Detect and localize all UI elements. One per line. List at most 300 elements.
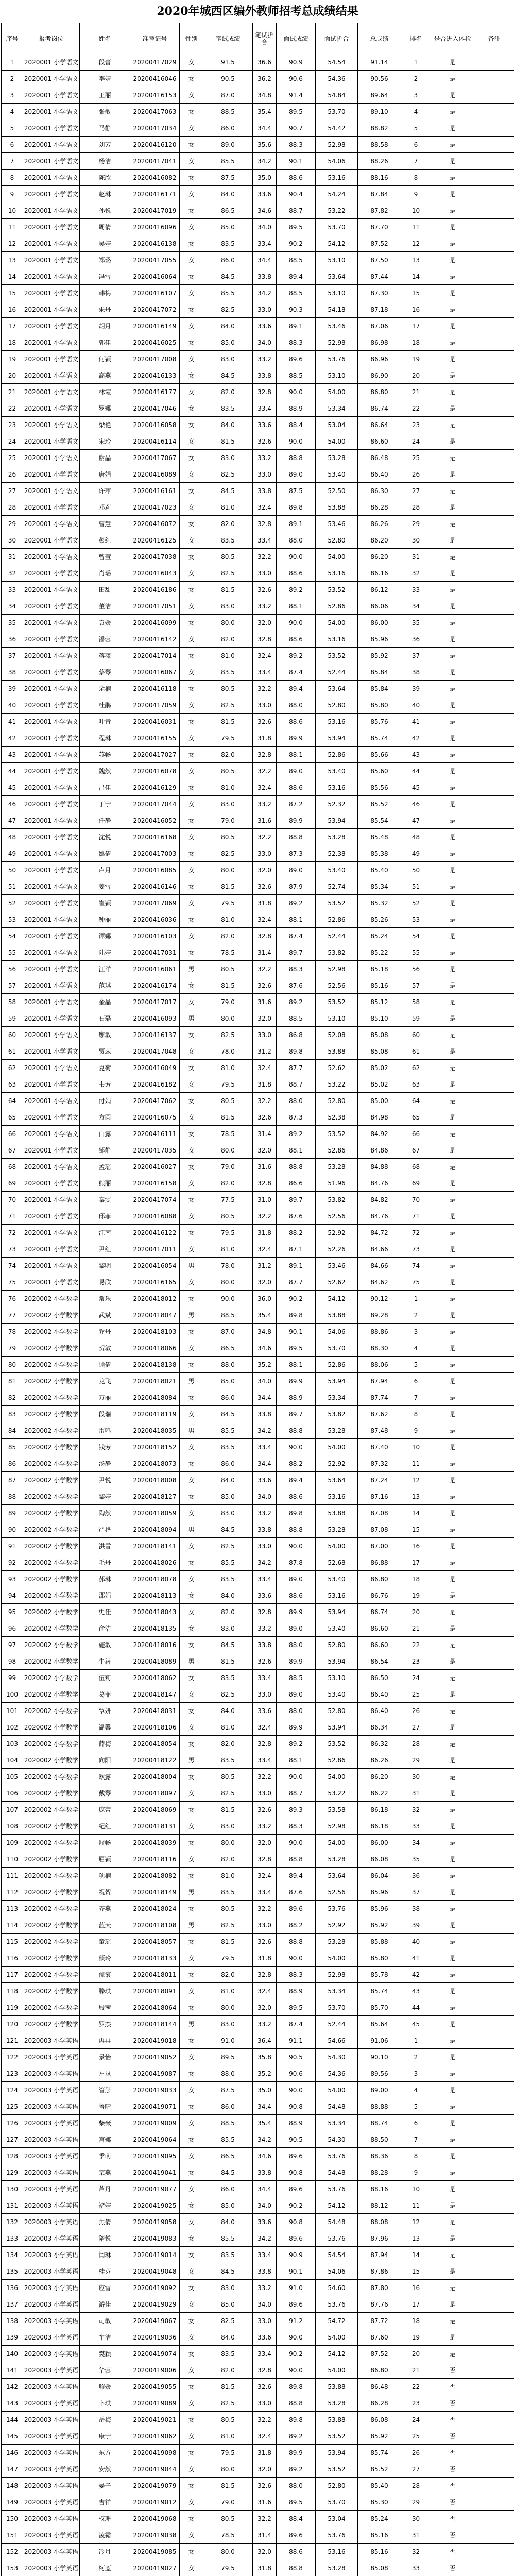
table-cell: 18	[401, 1571, 431, 1587]
table-cell: 53.94	[316, 1373, 358, 1389]
table-cell	[474, 1258, 514, 1274]
table-cell: 53.28	[316, 1934, 358, 1950]
table-cell	[474, 1340, 514, 1357]
table-cell: 80.5	[203, 1093, 253, 1109]
table-row	[2, 1917, 514, 1934]
table-cell: 常乐	[80, 1291, 130, 1307]
table-cell: 是	[431, 71, 474, 87]
table-cell: 30	[401, 532, 431, 549]
table-row	[2, 1439, 514, 1455]
table-cell: 53.16	[316, 565, 358, 582]
table-cell	[474, 994, 514, 1010]
col-header: 报考岗位	[23, 23, 80, 54]
table-cell: 是	[431, 400, 474, 417]
table-cell: 85.66	[358, 747, 401, 763]
table-cell: 20200417051	[130, 598, 180, 615]
table-cell: 51	[401, 878, 431, 895]
table-cell: 是	[431, 1901, 474, 1917]
table-cell: 84.0	[203, 1472, 253, 1488]
table-cell: 2020002 小学数学	[23, 1884, 80, 1901]
table-cell: 80.5	[203, 681, 253, 697]
table-cell: 82.5	[203, 565, 253, 582]
table-cell: 109	[2, 1835, 23, 1851]
table-cell: 88.4	[277, 2511, 316, 2527]
table-cell: 22	[401, 1637, 431, 1653]
table-cell: 85.92	[358, 1917, 401, 1934]
table-cell	[474, 384, 514, 400]
table-cell: 孙悦	[80, 202, 130, 219]
table-cell: 牛犇	[80, 1653, 130, 1670]
table-cell: 是	[431, 1406, 474, 1422]
table-cell: 是	[431, 252, 474, 268]
table-cell: 是	[431, 120, 474, 137]
table-cell: 20200416155	[130, 730, 180, 747]
table-row	[2, 2428, 514, 2445]
table-cell: 10	[401, 202, 431, 219]
table-cell: 女	[180, 1060, 203, 1076]
table-cell: 2020001 小学语文	[23, 532, 80, 549]
table-cell: 88.3	[277, 1967, 316, 1983]
table-cell: 34.0	[253, 334, 277, 351]
table-cell: 20200418024	[130, 1901, 180, 1917]
table-cell: 52.98	[316, 1818, 358, 1835]
table-cell: 112	[2, 1884, 23, 1901]
table-cell: 2020003 小学英语	[23, 2329, 80, 2346]
table-row	[2, 1554, 514, 1571]
table-cell: 2020001 小学语文	[23, 417, 80, 433]
table-cell: 2020001 小学语文	[23, 1225, 80, 1241]
table-cell: 20200418066	[130, 1340, 180, 1357]
table-cell: 女	[180, 829, 203, 845]
table-cell: 2020001 小学语文	[23, 186, 80, 202]
table-row	[2, 2412, 514, 2428]
table-cell: 35	[401, 615, 431, 631]
table-cell: 82.5	[203, 1686, 253, 1703]
table-cell: 女	[180, 2032, 203, 2049]
table-cell: 2020001 小学语文	[23, 54, 80, 71]
table-cell: 否	[431, 2395, 474, 2412]
table-cell: 20200417017	[130, 994, 180, 1010]
table-cell: 76	[2, 1291, 23, 1307]
table-cell: 是	[431, 2296, 474, 2313]
table-cell: 33.6	[253, 417, 277, 433]
table-cell: 36.2	[253, 71, 277, 87]
table-cell: 80.0	[203, 862, 253, 878]
table-cell: 冯雪	[80, 268, 130, 285]
table-cell: 80.5	[203, 1769, 253, 1785]
table-cell: 20200417031	[130, 944, 180, 961]
table-cell: 134	[2, 2247, 23, 2263]
table-cell: 女	[180, 1274, 203, 1291]
table-cell	[474, 2494, 514, 2511]
table-cell: 是	[431, 137, 474, 153]
table-cell: 是	[431, 911, 474, 928]
table-cell: 52.32	[316, 796, 358, 812]
table-cell: 87.30	[358, 285, 401, 301]
table-cell: 贺敏	[80, 1340, 130, 1357]
table-row	[2, 1258, 514, 1274]
table-cell: 81.5	[203, 2379, 253, 2395]
table-cell: 男	[180, 1752, 203, 1769]
table-cell: 14	[2, 268, 23, 285]
table-cell: 20200416082	[130, 170, 180, 186]
table-cell: 86.18	[358, 1802, 401, 1818]
table-cell: 85.48	[358, 829, 401, 845]
table-cell: 52.86	[316, 747, 358, 763]
table-cell: 是	[431, 779, 474, 796]
table-cell: 42	[401, 1967, 431, 1983]
table-cell: 86.0	[203, 1455, 253, 1472]
table-cell: 26	[401, 466, 431, 483]
table-cell	[474, 1686, 514, 1703]
table-cell: 91	[2, 1538, 23, 1554]
table-cell: 82.0	[203, 631, 253, 648]
table-cell: 89.6	[277, 2230, 316, 2247]
table-cell: 女	[180, 878, 203, 895]
table-cell: 男	[180, 1521, 203, 1538]
table-row	[2, 2461, 514, 2478]
table-cell: 2020001 小学语文	[23, 1192, 80, 1208]
table-cell	[474, 202, 514, 219]
table-cell: 是	[431, 1373, 474, 1389]
table-cell: 32	[2, 565, 23, 582]
table-cell: 53.46	[316, 318, 358, 334]
table-cell: 2020003 小学英语	[23, 2280, 80, 2296]
table-cell: 27	[401, 2461, 431, 2478]
table-cell: 33.4	[253, 1670, 277, 1686]
table-row	[2, 1175, 514, 1192]
table-cell: 46	[401, 796, 431, 812]
table-cell: 20200419071	[130, 2098, 180, 2115]
table-cell	[474, 516, 514, 532]
table-cell: 1	[2, 54, 23, 71]
table-cell: 2020001 小学语文	[23, 631, 80, 648]
table-cell: 2020001 小学语文	[23, 895, 80, 911]
table-cell: 20	[401, 2346, 431, 2362]
table-cell: 20200419067	[130, 2313, 180, 2329]
table-cell: 84.76	[358, 1175, 401, 1192]
table-cell: 女	[180, 977, 203, 994]
table-cell: 是	[431, 2230, 474, 2247]
table-cell: 是	[431, 87, 474, 104]
table-cell: 62	[401, 1060, 431, 1076]
table-row	[2, 334, 514, 351]
table-cell: 85.02	[358, 1060, 401, 1076]
table-cell: 20200416120	[130, 137, 180, 153]
table-cell: 23	[401, 1653, 431, 1670]
table-cell: 85.64	[358, 2016, 401, 2032]
table-row	[2, 2280, 514, 2296]
table-cell: 89.9	[277, 1653, 316, 1670]
table-cell: 20200416067	[130, 664, 180, 681]
table-cell: 2020002 小学数学	[23, 1999, 80, 2016]
table-cell: 90.8	[277, 2214, 316, 2230]
table-cell: 37	[401, 1884, 431, 1901]
table-row	[2, 977, 514, 994]
table-cell: 女	[180, 2428, 203, 2445]
table-cell: 88.2	[277, 1455, 316, 1472]
table-cell: 13	[401, 2230, 431, 2247]
table-cell: 12	[401, 235, 431, 252]
table-cell: 88	[2, 1488, 23, 1505]
table-cell: 88.6	[277, 1587, 316, 1604]
table-cell: 女	[180, 1719, 203, 1736]
table-cell: 33.4	[253, 532, 277, 549]
table-cell: 89.2	[277, 2461, 316, 2478]
table-cell: 女	[180, 1604, 203, 1620]
table-cell: 117	[2, 1967, 23, 1983]
table-cell: 81.0	[203, 779, 253, 796]
table-cell: 2020002 小学数学	[23, 1719, 80, 1736]
table-cell: 29	[401, 1752, 431, 1769]
table-cell: 111	[2, 1868, 23, 1884]
table-cell: 芦丹	[80, 2181, 130, 2197]
table-cell: 31.6	[253, 1159, 277, 1175]
table-cell: 2020003 小学英语	[23, 2428, 80, 2445]
table-cell: 33.2	[253, 2280, 277, 2296]
table-cell: 34.2	[253, 2230, 277, 2247]
table-cell	[474, 1868, 514, 1884]
table-cell: 2020001 小学语文	[23, 1274, 80, 1291]
table-cell: 李婧	[80, 71, 130, 87]
table-cell: 54.00	[316, 2329, 358, 2346]
table-cell	[474, 417, 514, 433]
table-row	[2, 1703, 514, 1719]
table-cell: 岳梅	[80, 2412, 130, 2428]
table-cell: 女	[180, 1967, 203, 1983]
table-cell: 2020001 小学语文	[23, 714, 80, 730]
table-cell: 否	[431, 2362, 474, 2379]
table-cell: 32.4	[253, 779, 277, 796]
table-cell: 33.0	[253, 301, 277, 318]
table-cell: 女	[180, 1142, 203, 1159]
table-cell: 女	[180, 87, 203, 104]
table-cell: 67	[401, 1142, 431, 1159]
table-cell: 88.8	[277, 1521, 316, 1538]
table-cell: 33.8	[253, 367, 277, 384]
table-cell: 88.86	[358, 1324, 401, 1340]
table-cell: 32.4	[253, 499, 277, 516]
table-cell	[474, 1785, 514, 1802]
table-cell: 江南	[80, 1225, 130, 1241]
table-cell: 是	[431, 1258, 474, 1274]
table-cell	[474, 615, 514, 631]
table-cell: 83.5	[203, 400, 253, 417]
table-cell: 7	[2, 153, 23, 170]
table-cell: 33.0	[253, 2395, 277, 2412]
table-cell: 2020001 小学语文	[23, 170, 80, 186]
table-cell: 32.8	[253, 1851, 277, 1868]
table-cell: 男	[180, 1307, 203, 1324]
table-cell	[474, 400, 514, 417]
table-cell: 2	[401, 71, 431, 87]
table-cell: 79.5	[203, 730, 253, 747]
table-cell: 18	[2, 334, 23, 351]
table-cell: 78.5	[203, 944, 253, 961]
table-cell: 50	[2, 862, 23, 878]
table-cell: 54	[2, 928, 23, 944]
table-cell: 53.28	[316, 829, 358, 845]
table-cell: 20200419012	[130, 2494, 180, 2511]
table-cell: 是	[431, 1983, 474, 1999]
table-cell: 86.0	[203, 1389, 253, 1406]
table-cell: 81.0	[203, 499, 253, 516]
table-cell	[474, 1274, 514, 1291]
table-cell: 33.4	[253, 1571, 277, 1587]
table-cell: 2020002 小学数学	[23, 1835, 80, 1851]
table-cell: 82.5	[203, 301, 253, 318]
table-cell: 84.5	[203, 1521, 253, 1538]
table-cell	[474, 1225, 514, 1241]
table-cell: 52.80	[316, 1093, 358, 1109]
table-cell: 付娟	[80, 1093, 130, 1109]
table-cell: 2020001 小学语文	[23, 1126, 80, 1142]
table-cell: 2020002 小学数学	[23, 1291, 80, 1307]
table-cell: 89.8	[277, 1043, 316, 1060]
table-cell: 90.0	[277, 1538, 316, 1554]
table-cell: 33.8	[253, 1637, 277, 1653]
table-cell: 毛丹	[80, 1554, 130, 1571]
table-cell: 是	[431, 1917, 474, 1934]
table-cell: 是	[431, 186, 474, 202]
table-cell: 88.2	[277, 1225, 316, 1241]
table-cell: 20200416165	[130, 1274, 180, 1291]
table-cell: 56	[401, 961, 431, 977]
table-cell: 89.3	[277, 1802, 316, 1818]
table-cell	[474, 2230, 514, 2247]
table-cell: 63	[401, 1076, 431, 1093]
table-cell: 85.54	[358, 812, 401, 829]
table-cell: 20200416072	[130, 516, 180, 532]
table-cell: 女	[180, 2082, 203, 2098]
table-cell: 20200419079	[130, 2478, 180, 2494]
table-cell: 20200418103	[130, 1324, 180, 1340]
table-cell: 乔丹	[80, 1324, 130, 1340]
table-cell: 53.16	[316, 170, 358, 186]
table-cell: 女	[180, 2214, 203, 2230]
table-cell: 88.5	[203, 1307, 253, 1324]
table-cell	[474, 961, 514, 977]
table-cell	[474, 1373, 514, 1389]
table-cell: 81.5	[203, 714, 253, 730]
table-cell: 54.00	[316, 1950, 358, 1967]
table-cell: 蒋薇	[80, 648, 130, 664]
table-row	[2, 2082, 514, 2098]
table-cell: 44	[401, 1999, 431, 2016]
table-cell: 女	[180, 400, 203, 417]
table-cell: 87.5	[203, 2082, 253, 2098]
table-cell: 87.08	[358, 1505, 401, 1521]
table-cell: 54.00	[316, 1538, 358, 1554]
table-row	[2, 1835, 514, 1851]
table-cell: 86.80	[358, 2362, 401, 2379]
table-cell: 袁媛	[80, 615, 130, 631]
table-cell: 85.84	[358, 664, 401, 681]
table-cell: 33.0	[253, 1538, 277, 1554]
table-cell: 53.22	[316, 1785, 358, 1802]
table-cell: 20200416096	[130, 219, 180, 235]
table-cell: 36	[401, 631, 431, 648]
table-cell: 2020001 小学语文	[23, 466, 80, 483]
table-cell: 2020003 小学英语	[23, 2527, 80, 2544]
table-cell: 88.6	[277, 779, 316, 796]
table-cell: 邵娟	[80, 1587, 130, 1604]
table-cell: 是	[431, 1670, 474, 1686]
table-cell: 85.0	[203, 219, 253, 235]
table-cell: 2020001 小学语文	[23, 1027, 80, 1043]
table-cell: 女	[180, 532, 203, 549]
table-cell: 33.0	[253, 2313, 277, 2329]
table-cell: 32.4	[253, 1983, 277, 1999]
table-cell: 董洁	[80, 598, 130, 615]
table-cell: 2020001 小学语文	[23, 268, 80, 285]
table-cell: 85.74	[358, 2445, 401, 2461]
table-cell: 75	[401, 1274, 431, 1291]
table-cell: 33.8	[253, 1521, 277, 1538]
table-cell	[474, 1291, 514, 1307]
table-cell: 43	[401, 1983, 431, 1999]
table-cell: 89.1	[277, 1258, 316, 1274]
table-cell: 89.9	[277, 2445, 316, 2461]
table-row	[2, 1752, 514, 1769]
table-cell: 31.4	[253, 2527, 277, 2544]
table-row	[2, 1934, 514, 1950]
table-cell: 86.5	[203, 202, 253, 219]
table-cell: 32.0	[253, 1999, 277, 2016]
table-cell: 89.5	[277, 1340, 316, 1357]
table-cell: 40	[401, 697, 431, 714]
table-cell: 女	[180, 1637, 203, 1653]
table-cell: 否	[431, 2379, 474, 2395]
table-cell	[474, 2313, 514, 2329]
table-cell: 85.26	[358, 911, 401, 928]
table-cell: 20200418012	[130, 1291, 180, 1307]
table-cell: 54.42	[316, 120, 358, 137]
table-cell: 2020002 小学数学	[23, 1521, 80, 1538]
table-cell: 86.06	[358, 598, 401, 615]
table-cell: 20200418062	[130, 1670, 180, 1686]
table-cell: 2020003 小学英语	[23, 2379, 80, 2395]
table-cell: 20200418091	[130, 1983, 180, 1999]
table-cell: 83.0	[203, 2016, 253, 2032]
table-cell: 83.5	[203, 235, 253, 252]
table-cell	[474, 1554, 514, 1571]
table-cell: 81.0	[203, 648, 253, 664]
table-cell: 54.72	[316, 2313, 358, 2329]
table-cell: 石磊	[80, 1010, 130, 1027]
table-cell: 53.28	[316, 2560, 358, 2576]
table-cell: 88.0	[203, 1357, 253, 1373]
table-row	[2, 2065, 514, 2082]
table-cell: 88.0	[277, 532, 316, 549]
table-cell: 32.0	[253, 862, 277, 878]
table-cell: 女	[180, 1208, 203, 1225]
table-cell: 16	[401, 1538, 431, 1554]
table-cell: 是	[431, 1126, 474, 1142]
table-cell: 79	[2, 1340, 23, 1357]
table-cell: 是	[431, 1389, 474, 1406]
table-cell: 胡月	[80, 318, 130, 334]
table-cell: 89.9	[277, 730, 316, 747]
table-cell: 2020001 小学语文	[23, 977, 80, 994]
table-cell: 79.0	[203, 2494, 253, 2511]
table-cell	[474, 318, 514, 334]
table-cell: 余楠	[80, 681, 130, 697]
table-cell: 32	[401, 1802, 431, 1818]
table-cell: 83.5	[203, 1752, 253, 1769]
table-cell: 85.0	[203, 1488, 253, 1505]
table-cell: 林霞	[80, 384, 130, 400]
